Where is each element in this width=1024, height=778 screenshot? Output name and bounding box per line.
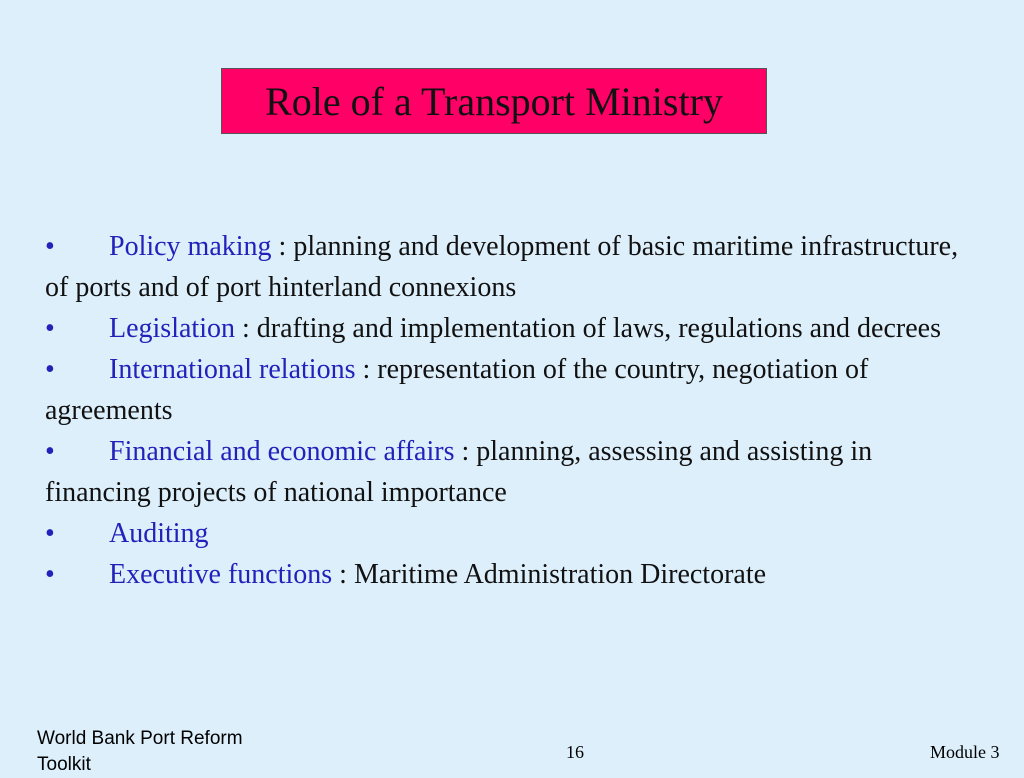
bullet-icon: •	[45, 559, 55, 590]
bullet-item-legislation	[45, 308, 980, 349]
footer-module: Module 3	[930, 742, 1000, 762]
bullet-description: drafting and implementation of laws, regulations and decrees	[256, 313, 941, 344]
bullet-separator: :	[454, 436, 477, 467]
bullet-item-international-relations	[45, 349, 980, 431]
bullet-term: Policy making	[109, 231, 272, 262]
bullet-term: Legislation	[109, 313, 235, 344]
bullet-term: Executive functions	[109, 559, 333, 590]
bullet-separator: :	[355, 354, 378, 385]
bullet-icon: •	[45, 354, 55, 385]
bullet-separator: :	[332, 559, 354, 590]
bullet-description: Maritime Administration Directorate	[353, 559, 767, 590]
bullet-icon: •	[45, 231, 55, 262]
footer-source: World Bank Port Reform Toolkit	[37, 728, 243, 775]
bullet-list	[45, 226, 980, 595]
bullet-term: Auditing	[109, 518, 209, 549]
bullet-item-auditing	[45, 513, 980, 554]
bullet-term: Financial and economic affairs	[109, 436, 455, 467]
bullet-description: representation of the country, negotiation of agreements	[45, 354, 869, 426]
page-number: 16	[566, 742, 584, 762]
bullet-item-policy-making	[45, 226, 980, 308]
bullet-term: International relations	[109, 354, 356, 385]
bullet-item-executive-functions	[45, 554, 980, 595]
bullet-description: planning and development of basic maritime infrastructure, of ports and of port hinterland connexions	[45, 231, 959, 303]
bullet-icon: •	[45, 518, 55, 549]
bullet-separator: :	[271, 231, 294, 262]
bullet-description: planning, assessing and assisting in financing projects of national importance	[45, 436, 873, 508]
slide-title: Role of a Transport Ministry	[265, 78, 723, 124]
title-box	[221, 68, 767, 134]
bullet-separator: :	[234, 313, 257, 344]
bullet-icon: •	[45, 313, 55, 344]
bullet-item-financial-economic-affairs	[45, 431, 980, 513]
bullet-icon: •	[45, 436, 55, 467]
